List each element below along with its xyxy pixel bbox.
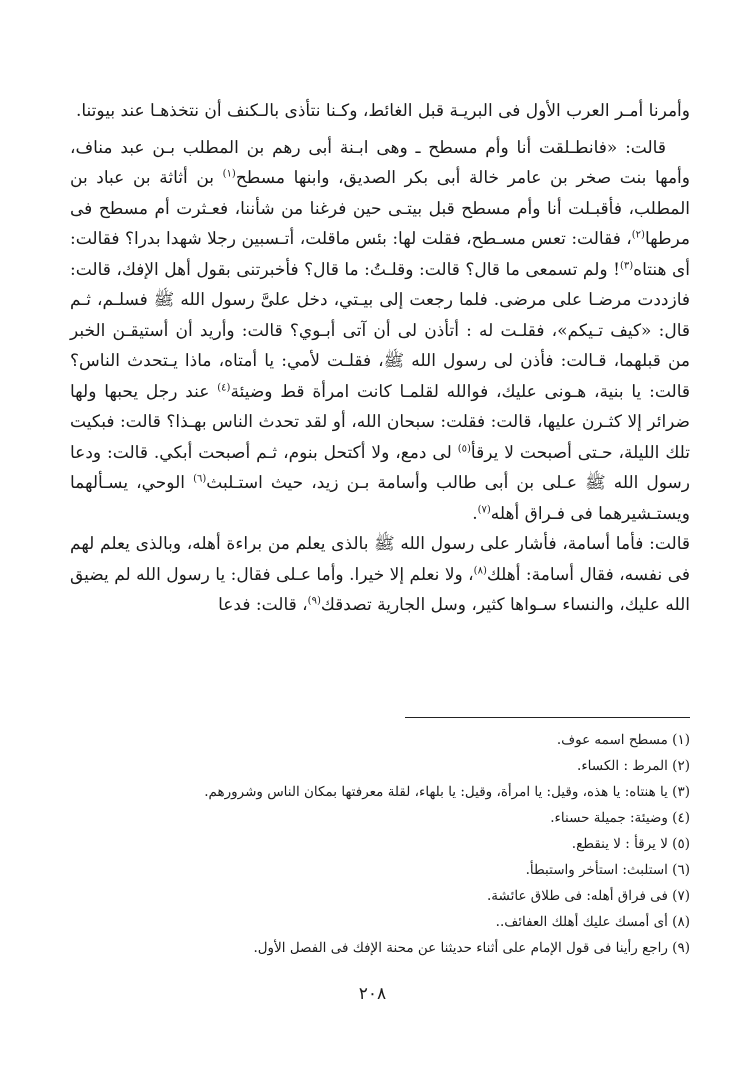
paragraph-3-text-c: ، قالت: فدعا (218, 595, 308, 615)
paragraph-2-text-d: ! ولم تسمعى ما قال؟ قالت: وقلـتُ: ما قال؟ فأخبرتنى بقول أهل الإفك، قالت: فازددت مرضـا على مرضى. فلما رجعت إلى بيـتي، دخل علىَّ رسول الله ﷺ فسلـم، ثـم قال: «كيف تـيكم»، فقلـت له : أتأذن لى أن آتى أبـوي؟ قالت: وأريد أن أستيقـن الخبر من قبلهما، قـالت: فأذن لى رسول الله ﷺ، فقلـت لأمي: يا أمتاه، ماذا يـتحدث الناس؟ قالت: يا بنية، هـونى عليك، فوالله لقلمـا كانت امرأة قط وضيئة (70, 259, 690, 402)
footnote-ref-6: (٦) (193, 473, 207, 485)
paragraph-3-text-a: قالت: فأما أسامة، فأشار على رسول الله ﷺ بالذى يعلم من براءة أهله، وبالذى يعلم لهم فى نفسه، فقال أسامة: أهلك (70, 534, 690, 585)
footnote-ref-8: (٨) (473, 564, 487, 576)
footnote-divider (405, 717, 690, 718)
footnote-1: (١) مسطح اسمه عوف. (556, 732, 690, 748)
footnote-5: (٥) لا يرقأ : لا ينقطع. (571, 836, 690, 852)
footnote-ref-2: (٢) (631, 229, 645, 241)
page-number: ٢٠٨ (358, 984, 387, 1004)
footnote-ref-5: (٥) (457, 442, 471, 454)
footnote-ref-3: (٣) (619, 259, 634, 271)
footnote-ref-9: (٩) (307, 595, 321, 607)
paragraph-2-text-e: عند رجل يحبها ولها ضرائر إلا كثـرن عليها، قالت: فقلت: سبحان الله، أو لقد تحدث الناس بهـذا؟ قالت: فبكيت تلك الليلة، حـتى أصبحت لا يرقأ (70, 381, 691, 463)
paragraph-2-text-a: قالت: «فانطـلقت أنا وأم مسطح ـ وهى ابـنة أبى رهم بن المطلب بـن عبد مناف، وأمها بنت صخر بن عامر خالة أبى بكر الصديق، وابنها مسطح (70, 137, 690, 188)
paragraph-2-text-c: ، فقالت: تعس مسـطح، فقلت لها: بئس ماقلت، أتـسبين رجلا شهدا بدرا؟ فقالت: أى هنتاه (70, 229, 690, 280)
footnote-6: (٦) استلبث: استأخر واستبطأ. (525, 862, 690, 878)
paragraph-1: وأمرنا أمـر العرب الأول فى البريـة قبل الغائط، وكـنا نتأذى بالـكنف أن نتخذهـا عند بيوتنا. (75, 101, 690, 121)
footnotes-list (70, 727, 690, 961)
paragraph-2-text-b: بن أثاثة بن عباد بن المطلب، فأقبـلت أنا وأم مسطح قبل بيتـى حين فرغنا من شأننا، فعـثرت أم مسطح فى مرطها (70, 168, 690, 249)
footnote-ref-7: (٧) (477, 503, 491, 515)
footnote-3: (٣) يا هنتاه: يا هذه، وقيل: يا امرأة، وقيل: يا بلهاء، لقلة معرفتها بمكان الناس وشرورهم. (204, 784, 690, 800)
footnote-2: (٢) المرط : الكساء. (577, 758, 690, 774)
footnote-ref-4: (٤) (217, 381, 231, 393)
paragraph-2-text-f: لى دمع، ولا أكتحل بنوم، ثـم أصبحت أبكي. قالت: ودعا رسول الله ﷺ عـلى بن أبى طالب وأسامة بـن زيد، حيث استـلبث (70, 442, 691, 493)
footnote-4: (٤) وضيئة: جميلة حسناء. (550, 810, 690, 826)
paragraph-2-text-h: . (472, 503, 478, 524)
main-text (70, 96, 690, 621)
footnote-9: (٩) راجع رأينا فى قول الإمام على أثناء حديثنا عن محنة الإفك فى الفصل الأول. (253, 940, 690, 956)
footnote-8: (٨) أى أمسك عليك أهلك العفائف.. (495, 914, 690, 930)
paragraph-3-text-b: ، ولا نعلم إلا خيرا. وأما عـلى فقال: يا رسول الله لم يضيق الله عليك، والنساء سـواها كثير، وسل الجارية تصدقك (70, 564, 690, 615)
paragraph-2-text-g: الوحي، يسـألهما ويستـشيرهما فى فـراق أهله (70, 473, 690, 524)
paragraph-2 (70, 133, 690, 530)
footnote-7: (٧) فى فراق أهله: فى طلاق عائشة. (487, 888, 690, 904)
paragraph-3 (70, 529, 690, 621)
footnote-ref-1: (١) (222, 168, 236, 180)
